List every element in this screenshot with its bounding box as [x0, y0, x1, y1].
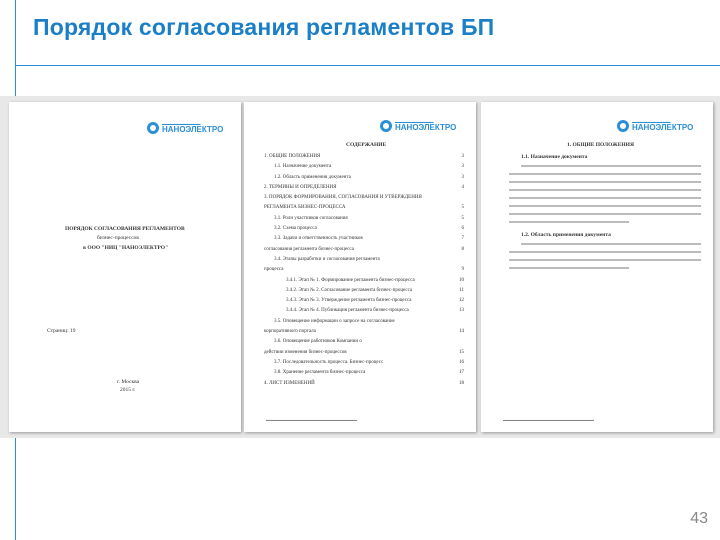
- toc-text: 3.7. Последовательность процесса. Бизнес-процесс: [274, 359, 384, 365]
- toc-line: [264, 329, 464, 339]
- company-logo: [147, 122, 223, 134]
- toc-line: [264, 339, 464, 349]
- toc-line: [264, 267, 464, 277]
- toc-line: [264, 298, 464, 308]
- toc-text: 3.1. Роли участников согласования: [274, 215, 348, 221]
- text-line: [509, 221, 629, 223]
- toc-text: 3.4. Этапы разработки и согласования регламента: [274, 256, 380, 262]
- toc-text: 4. ЛИСТ ИЗМЕНЕНИЙ: [264, 380, 315, 386]
- logo-icon: [617, 120, 629, 132]
- text-line: [509, 213, 701, 215]
- company-logo: [380, 120, 456, 132]
- year: 2015 г.: [120, 387, 136, 393]
- toc-text: 1.1. Назначение документа: [274, 164, 332, 170]
- toc-text: РЕГЛАМЕНТА БИЗНЕС-ПРОЦЕССА: [264, 205, 346, 211]
- toc-line: [264, 236, 464, 246]
- toc-page: 3: [461, 174, 464, 180]
- toc-page: 6: [461, 226, 464, 232]
- toc-line: [264, 226, 464, 236]
- toc-page: 16: [459, 359, 464, 365]
- toc-line: [264, 185, 464, 195]
- toc-page: 7: [461, 236, 464, 242]
- toc-page: 13: [459, 308, 464, 314]
- logo-tagline: ▬▬▬▬▬▬▬▬▬▬▬: [395, 120, 434, 124]
- toc-line: [264, 350, 464, 360]
- toc-text: 3.5. Оповещение информации о запросе на согласование: [274, 318, 395, 324]
- toc-page: 9: [461, 267, 464, 273]
- toc-text: 3.4.1. Этап № 1. Формирование регламента бизнес-процесса: [286, 277, 415, 283]
- doc-subtitle: бизнес-процессов: [97, 235, 139, 241]
- toc-page: 17: [459, 370, 464, 376]
- doc-title: ПОРЯДОК СОГЛАСОВАНИЯ РЕГЛАМЕНТОВ: [65, 226, 185, 232]
- document-page-title: [9, 102, 241, 432]
- toc-text: действии изменения бизнес-процессов: [264, 349, 347, 355]
- toc-line: [264, 288, 464, 298]
- toc-page: 5: [461, 205, 464, 211]
- logo-name: НАНОЭЛЕКТРО: [632, 123, 694, 132]
- text-line: [521, 243, 701, 245]
- toc-page: 3: [461, 154, 464, 159]
- toc-text: согласования регламента бизнес-процесса: [264, 246, 354, 252]
- page-footer: ▬▬▬▬▬▬▬▬▬▬▬▬▬▬▬▬▬▬▬▬▬▬▬▬▬▬: [503, 418, 594, 422]
- toc-text: корпоративного портала: [264, 329, 316, 335]
- toc-line: [264, 319, 464, 329]
- text-line: [521, 165, 701, 167]
- toc-text: 3.4.4. Этап № 4. Публикация регламента бизнес-процесса: [286, 308, 409, 314]
- text-line: [509, 205, 701, 207]
- toc-line: [264, 278, 464, 288]
- toc-page: 5: [461, 215, 464, 221]
- section-1-1: 1.1. Назначение документа: [521, 154, 588, 160]
- toc-page: 14: [459, 329, 464, 335]
- toc-page: 15: [459, 349, 464, 355]
- section-heading: 1. ОБЩИЕ ПОЛОЖЕНИЯ: [567, 142, 634, 148]
- text-line: [509, 189, 701, 191]
- toc-text: 3.3. Задачи и ответственность участников: [274, 236, 363, 242]
- toc-text: 1. ОБЩИЕ ПОЛОЖЕНИЯ: [264, 154, 321, 159]
- toc-page: 4: [461, 184, 464, 190]
- document-page-contents: [244, 102, 476, 432]
- doc-organization: в ООО "НИЦ "НАНОЭЛЕКТРО": [83, 245, 169, 251]
- header-divider: [15, 65, 720, 66]
- toc-page: 12: [459, 298, 464, 304]
- toc-text: 2. ТЕРМИНЫ И ОПРЕДЕЛЕНИЯ: [264, 184, 337, 190]
- toc-line: [264, 257, 464, 267]
- toc-page: 10: [459, 277, 464, 283]
- toc-line: [264, 216, 464, 226]
- text-line: [509, 181, 701, 183]
- document-page-general: [481, 102, 713, 432]
- toc-line: [264, 247, 464, 257]
- logo-icon: [380, 120, 392, 132]
- company-logo: [617, 120, 693, 132]
- logo-icon: [147, 122, 159, 134]
- table-of-contents: [264, 154, 464, 391]
- city: г. Москва: [117, 379, 140, 385]
- logo-name: НАНОЭЛЕКТРО: [162, 125, 224, 134]
- toc-line: [264, 164, 464, 174]
- toc-line: [264, 205, 464, 215]
- toc-page: 8: [461, 246, 464, 252]
- logo-tagline: ▬▬▬▬▬▬▬▬▬▬▬: [632, 120, 671, 124]
- toc-text: 3.2. Схема процесса: [274, 226, 317, 232]
- toc-text: 3.4.3. Этап № 3. Утверждение регламента бизнес-процесса: [286, 298, 412, 304]
- toc-text: 3.4.2. Этап № 2. Согласование регламента бизнес-процесса: [286, 287, 413, 293]
- toc-line: [264, 360, 464, 370]
- toc-text: 3.6. Оповещение работников Компании о: [274, 339, 362, 345]
- slide-page-number: 43: [690, 510, 708, 527]
- text-line: [509, 259, 701, 261]
- toc-page: 18: [459, 380, 464, 386]
- pages-count: Страниц: 19: [47, 328, 76, 334]
- toc-line: [264, 381, 464, 391]
- logo-tagline: ▬▬▬▬▬▬▬▬▬▬▬: [162, 122, 201, 126]
- section-1-2: 1.2. Область применения документа: [521, 232, 611, 238]
- toc-line: [264, 175, 464, 185]
- text-line: [509, 251, 701, 253]
- toc-line: [264, 195, 464, 205]
- toc-text: 3. ПОРЯДОК ФОРМИРОВАНИЯ, СОГЛАСОВАНИЯ И УТВЕРЖДЕНИЯ: [264, 195, 422, 201]
- page-footer: ▬▬▬▬▬▬▬▬▬▬▬▬▬▬▬▬▬▬▬▬▬▬▬▬▬▬: [266, 418, 357, 422]
- toc-line: [264, 370, 464, 380]
- slide-title: Порядок согласования регламентов БП: [33, 14, 495, 40]
- contents-heading: СОДЕРЖАНИЕ: [346, 142, 387, 148]
- toc-page: 3: [461, 164, 464, 170]
- toc-page: 11: [459, 287, 464, 293]
- text-line: [509, 267, 629, 269]
- text-line: [509, 197, 701, 199]
- toc-line: [264, 154, 464, 164]
- toc-text: 3.8. Хранение регламента бизнес-процесса: [274, 370, 366, 376]
- toc-text: 1.2. Область применения документа: [274, 174, 351, 180]
- logo-name: НАНОЭЛЕКТРО: [395, 123, 457, 132]
- text-line: [509, 173, 701, 175]
- toc-text: процесса: [264, 267, 284, 273]
- toc-line: [264, 308, 464, 318]
